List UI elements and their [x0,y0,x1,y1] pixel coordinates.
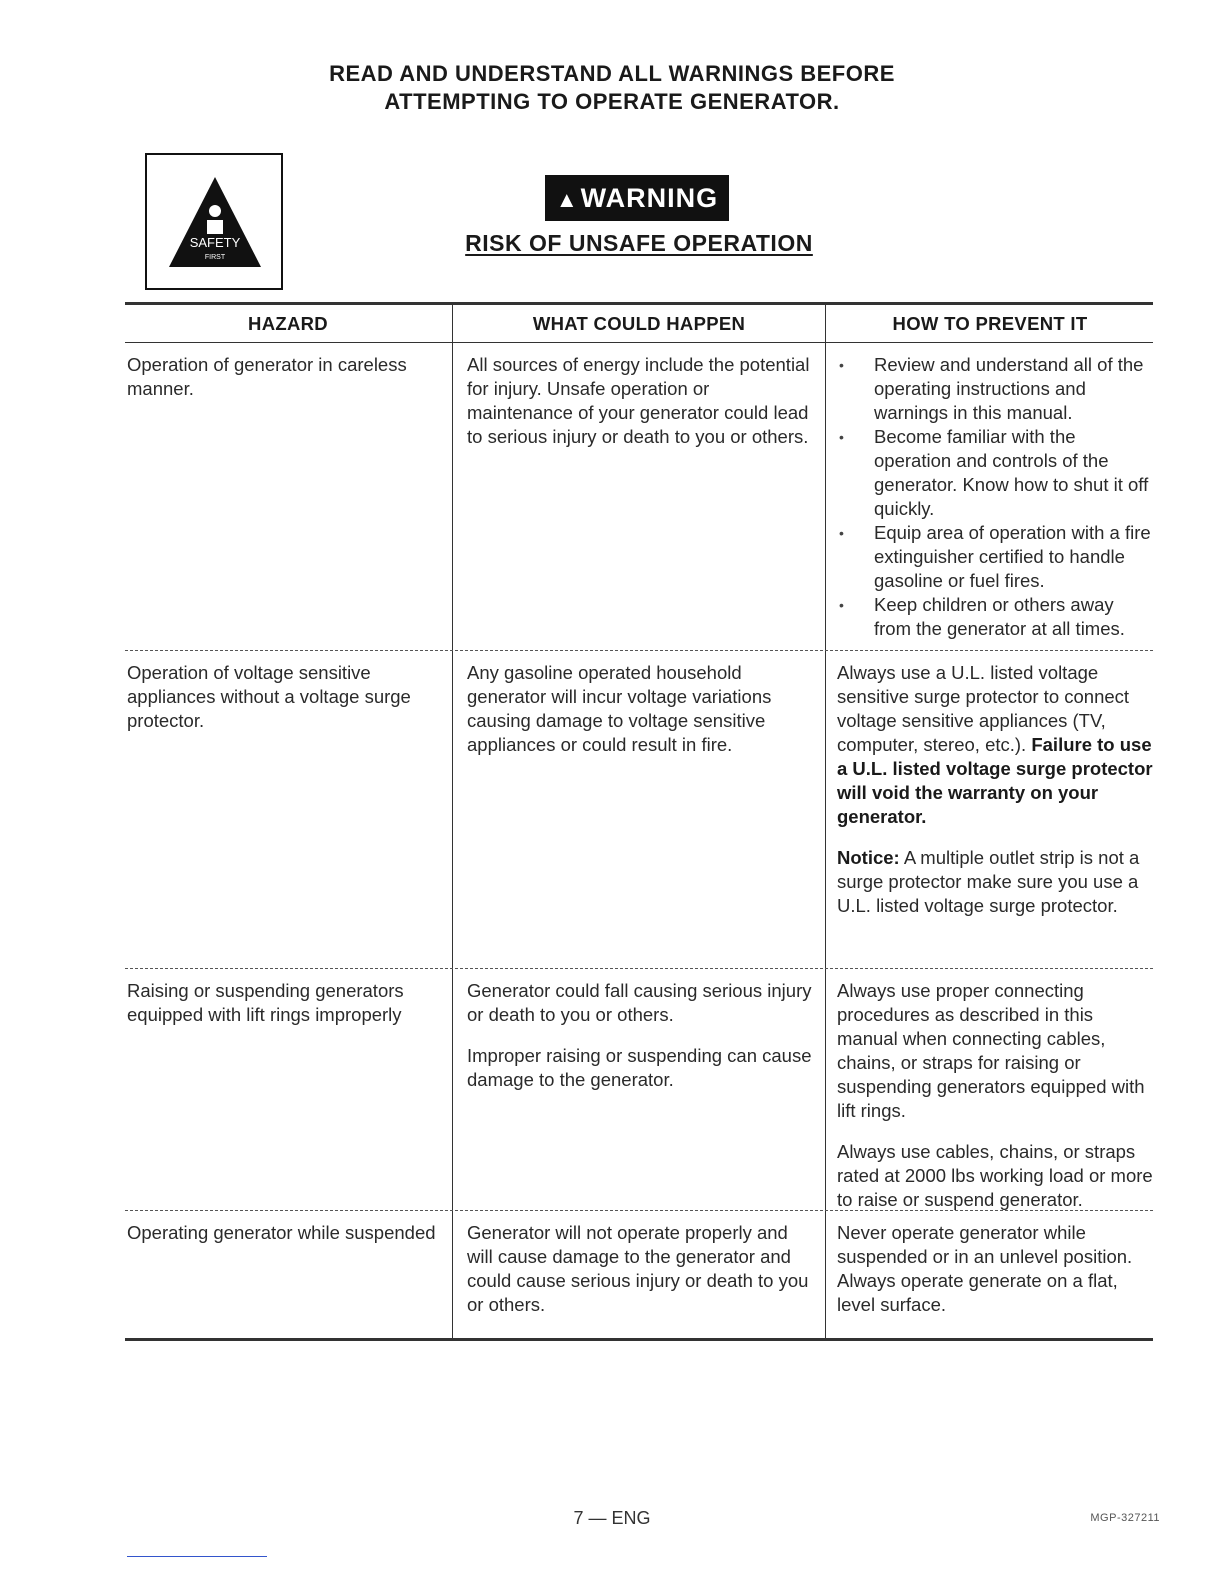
list-item: • Keep children or others away from the generator at all times. [837,593,1153,641]
risk-title: RISK OF UNSAFE OPERATION [465,230,813,256]
page-number: 7 — ENG [573,1508,651,1528]
hazard-cell: Raising or suspending generators equipped with lift rings improperly [127,980,404,1025]
what-paragraph: Improper raising or suspending can cause damage to the generator. [467,1045,812,1090]
prevent-paragraph: Always use proper connecting procedures as described in this manual when connecting cables, chains, or straps for raising or suspending generators equipped with lift rings. [837,980,1145,1121]
what-cell: Generator will not operate properly and will cause damage to the generator and could cause serious injury or death to you or others. [467,1222,809,1315]
prevent-cell [837,343,1153,641]
prevent-cell: Never operate generator while suspended or in an unlevel position. Always operate generate on a flat, level surface. [837,1222,1133,1315]
safety-first-icon [167,173,263,273]
header-what-could-happen: WHAT COULD HAPPEN [532,313,746,334]
prevent-cell [837,651,1153,918]
warning-text: WARNING [580,183,719,213]
what-cell [467,969,813,1092]
list-item: • Equip area of operation with a fire extinguisher certified to handle gasoline or fuel fires. [837,521,1153,593]
prevent-cell [837,969,1153,1212]
what-cell: All sources of energy include the potential for injury. Unsafe operation or maintenance of your generator could lead to serious injury or death to you or others. [467,354,810,447]
list-item: • Review and understand all of the operating instructions and warnings in this manual. [837,353,1153,425]
table-row [125,343,1153,650]
what-paragraph: Generator could fall causing serious injury or death to you or others. [467,980,812,1025]
header-how-to-prevent: HOW TO PREVENT IT [892,313,1088,334]
notice-label: Notice: [837,847,900,868]
header-hazard: HAZARD [248,313,328,334]
bottom-rule [127,1556,267,1557]
what-cell: Any gasoline operated household generator will incur voltage variations causing damage to voltage sensitive appliances or could result in fire. [467,662,772,755]
hazard-cell: Operation of generator in careless manner. [127,354,407,399]
warning-triangle-icon: ▲ [555,187,579,212]
prevent-paragraph: Always use cables, chains, or straps rated at 2000 lbs working load or more to raise or suspend generator. [837,1141,1153,1210]
safety-text-bottom: FIRST [204,254,226,261]
page-heading [0,60,1224,116]
safety-first-box [145,153,283,290]
list-item: • Become familiar with the operation and controls of the generator. Know how to shut it off quickly. [837,425,1153,521]
prevent-list [837,353,1153,641]
table-row [125,968,1153,1210]
warranty-warning: Failure to use a U.L. listed voltage surge protector will void the warranty on your generator. [837,734,1153,827]
heading-line-1: READ AND UNDERSTAND ALL WARNINGS BEFORE [329,61,895,86]
prevent-paragraph [837,661,1153,829]
hazard-cell: Operating generator while suspended [127,1222,436,1243]
table-row [125,650,1153,968]
notice-text: A multiple outlet strip is not a surge protector make sure you use a U.L. listed voltage surge protector. [837,847,1140,916]
hazard-table [125,302,1153,1341]
hazard-cell: Operation of voltage sensitive appliances without a voltage surge protector. [127,662,411,731]
table-header-row [125,305,1153,343]
document-code: MGP-327211 [1090,1512,1160,1524]
prevent-text: Always use a U.L. listed voltage sensitive surge protector to connect voltage sensitive appliances (TV, computer, stereo, etc.). [837,662,1130,755]
notice-paragraph [837,846,1153,918]
warning-label [545,175,729,221]
heading-line-2: ATTEMPTING TO OPERATE GENERATOR. [384,89,840,114]
safety-text-top: SAFETY [189,235,241,250]
table-row [125,1210,1153,1338]
